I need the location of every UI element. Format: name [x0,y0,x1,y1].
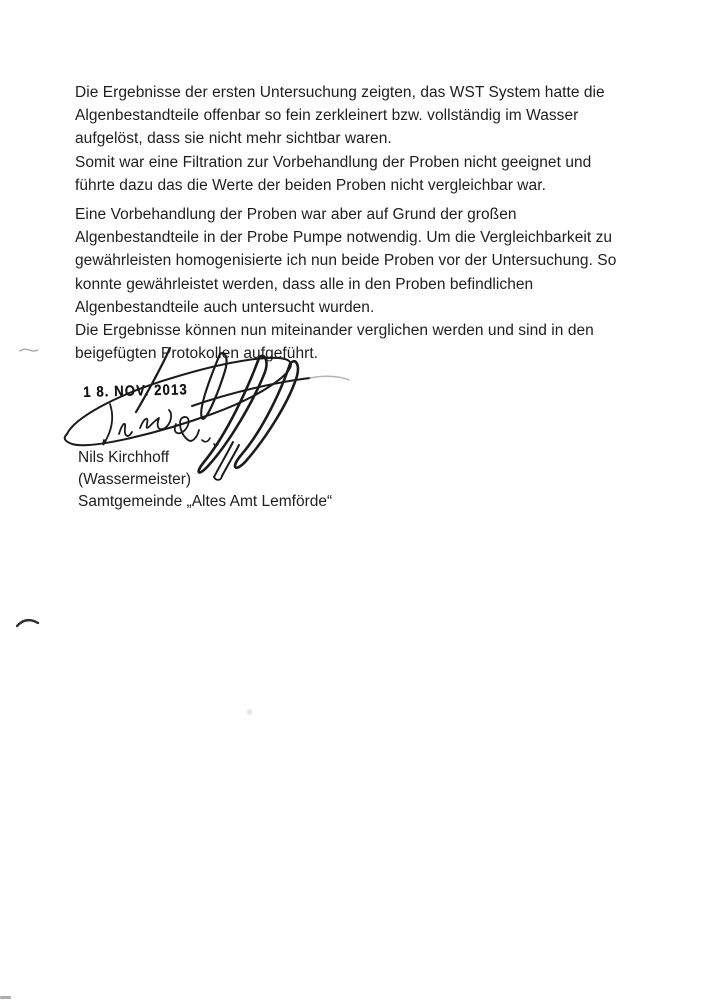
text-line: aufgelöst, dass sie nicht mehr sichtbar waren. [75,130,392,148]
signature-stroke [119,424,132,436]
text-line: Eine Vorbehandlung der Proben war aber auf Grund der großen [75,206,517,223]
signatory-organization: Samtgemeinde „Altes Amt Lemförde“ [78,493,333,510]
date-stamp: 1 8. NOV. 2013 [83,381,188,401]
scan-edge-mark [0,996,11,999]
signatory-name: Nils Kirchhoff [78,449,170,466]
text-line: Algenbestandteile auch untersucht wurden. [75,298,375,316]
text-line: Algenbestandteile offenbar so fein zerkleinert bzw. vollständig im Wasser [75,107,579,125]
text-line: Die Ergebnisse können nun miteinander verglichen werden und sind in den [75,321,594,339]
text-line: konnte gewährleistet werden, dass alle in den Proben befindlichen [75,275,534,293]
paragraph-first-results [75,81,605,197]
signature-stroke [202,438,210,442]
signature-block [78,447,332,513]
signature-stroke-faint [310,376,349,380]
signatory-title: (Wassermeister) [78,471,192,488]
signature-stroke [140,410,171,429]
text-line: gewährleisten homogenisierte ich nun beide Proben vor der Untersuchung. So [75,252,617,270]
fold-mark-middle [16,616,42,628]
text-line: Somit war eine Filtration zur Vorbehandlung der Proben nicht geeignet und [75,153,592,171]
signature-stroke [103,404,112,444]
text-line: beigefügten Protokollen aufgeführt. [75,345,319,363]
text-line: Die Ergebnisse der ersten Untersuchung zeigten, das WST System hatte die [75,84,605,101]
text-line: führte dazu das die Werte der beiden Proben nicht vergleichbar war. [75,176,546,194]
scan-speck [247,709,252,715]
paragraph-pretreatment [75,203,616,365]
text-line: Algenbestandteile in der Probe Pumpe notwendig. Um die Vergleichbarkeit zu [75,229,613,247]
fold-mark-top [19,347,39,354]
